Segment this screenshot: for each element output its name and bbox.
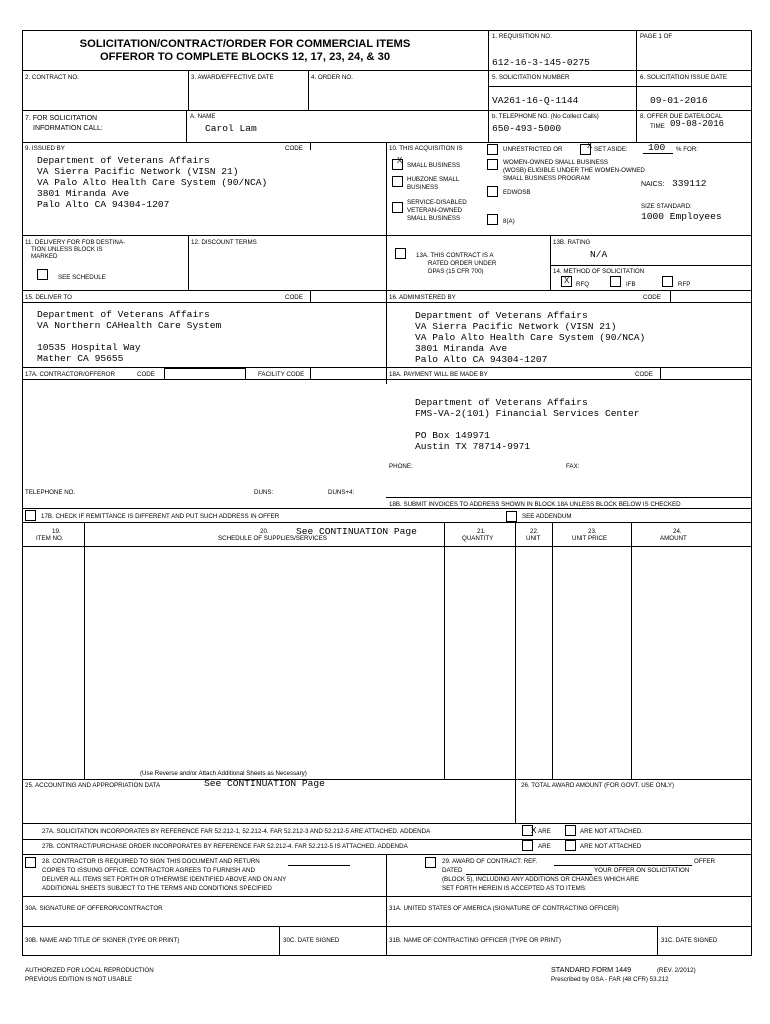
col20-value[interactable]: See CONTINUATION Page [296, 526, 417, 537]
officer-date-label: 31C. DATE SIGNED [661, 937, 718, 944]
date-signed-label: 30C. DATE SIGNED [283, 937, 340, 944]
reverse-note: (Use Reverse and/or Attach Additional Sheets as Necessary) [140, 770, 307, 777]
delivery-label-2: TION UNLESS BLOCK IS [31, 246, 103, 253]
delivery-label-3: MARKED [31, 253, 58, 260]
far-27b-label: 27B. CONTRACT/PURCHASE ORDER INCORPORATES BY REFERENCE FAR 52.212-4. FAR 52.212-5 IS ATTACHED. ADDENDA [42, 843, 408, 850]
payment-fax-label: FAX: [566, 463, 580, 470]
rated-order-label-1: 13A. THIS CONTRACT IS A [416, 252, 494, 259]
size-standard-label: SIZE STANDARD: [641, 203, 692, 210]
block28-line3: DELIVER ALL ITEMS SET FORTH OR OTHERWISE IDENTIFIED ABOVE AND ON ANY [42, 876, 287, 883]
offeror-signature-label: 30A. SIGNATURE OF OFFEROR/CONTRACTOR [25, 905, 163, 912]
administered-by-code-label: CODE [643, 294, 661, 301]
phone-label: b. TELEPHONE NO. (No Collect Calls) [492, 113, 599, 120]
remittance-label: 17B. CHECK IF REMITTANCE IS DIFFERENT AND PUT SUCH ADDRESS IN OFFER [41, 513, 280, 520]
see-addendum-checkbox[interactable] [506, 511, 517, 522]
col23-number: 23. [588, 528, 597, 535]
rfp-checkbox[interactable] [662, 276, 673, 287]
hubzone-checkbox[interactable] [392, 176, 403, 187]
footer-reproduction: AUTHORIZED FOR LOCAL REPRODUCTION [25, 967, 154, 974]
rating-field[interactable]: N/A [590, 249, 608, 260]
block29-dated-field[interactable] [466, 874, 592, 875]
rfp-label: RFP [678, 281, 691, 288]
edwosb-label: EDWOSB [503, 189, 531, 196]
remittance-checkbox[interactable] [25, 510, 36, 521]
block28-line2: COPIES TO ISSUING OFFICE. CONTRACTOR AGREES TO FURNISH AND [42, 867, 255, 874]
offeror-signature-field[interactable] [23, 913, 385, 925]
percent-for-label: % FOR: [676, 146, 699, 153]
set-aside-label: SET ASIDE: [594, 146, 628, 153]
name-field[interactable]: Carol Lam [205, 123, 257, 134]
contractor-code-field[interactable] [164, 368, 246, 380]
sdvosb-label-3: SMALL BUSINESS [407, 215, 461, 222]
contractor-label: 17A. CONTRACTOR/OFFEROR [25, 371, 115, 378]
block29-checkbox[interactable] [425, 857, 436, 868]
form-title-line1: SOLICITATION/CONTRACT/ORDER FOR COMMERCIAL ITEMS [79, 38, 411, 50]
signer-name-label: 30B. NAME AND TITLE OF SIGNER (TYPE OR PRINT) [25, 937, 180, 944]
discount-terms-label: 12. DISCOUNT TERMS [191, 239, 257, 246]
far-27a-are-label: ARE [538, 828, 551, 835]
col22-header: UNIT [526, 535, 541, 542]
percent-field[interactable]: 100 [648, 142, 666, 153]
far-27b-are-label: ARE [538, 843, 551, 850]
rated-order-checkbox[interactable] [395, 248, 406, 259]
administered-by-label: 16. ADMINISTERED BY [389, 294, 456, 301]
solicitation-no-field[interactable]: VA261-16-Q-1144 [492, 95, 579, 106]
far-27a-mark: X [531, 826, 537, 835]
contractor-telephone-label: TELEPHONE NO. [25, 489, 76, 496]
col21-number: 21. [477, 528, 486, 535]
rated-order-label-3: DPAS (15 CFR 700) [428, 268, 484, 275]
accounting-label: 25. ACCOUNTING AND APPROPRIATION DATA [25, 782, 161, 789]
duns-label: DUNS: [254, 489, 274, 496]
naics-field[interactable]: 339112 [672, 178, 707, 189]
duns4-label: DUNS+4: [328, 489, 355, 496]
size-standard-field[interactable]: 1000 Employees [641, 211, 722, 222]
eight-a-checkbox[interactable] [487, 214, 498, 225]
phone-field[interactable]: 650-493-5000 [492, 123, 562, 134]
block29-line3: (BLOCK 5), INCLUDING ANY ADDITIONS OR CHANGES WHICH ARE [442, 876, 639, 883]
form-title-line2: OFFEROR TO COMPLETE BLOCKS 12, 17, 23, 24, & 30 [99, 51, 391, 63]
issued-by-code-label: CODE [285, 145, 303, 152]
eight-a-label: 8(A) [503, 218, 515, 225]
see-schedule-checkbox[interactable] [37, 269, 48, 280]
col20-header: SCHEDULE OF SUPPLIES/SERVICES [218, 535, 327, 542]
see-schedule-label: SEE SCHEDULE [58, 274, 106, 281]
facility-code-field[interactable] [310, 368, 387, 379]
delivery-label-1: 11. DELIVERY FOR FOB DESTINA- [25, 239, 126, 246]
contractor-code-label: CODE [137, 371, 155, 378]
block29-offer-label: OFFER [694, 858, 715, 865]
far-27b-are-checkbox[interactable] [522, 840, 533, 851]
small-business-mark: X [397, 156, 403, 165]
officer-name-label: 31B. NAME OF CONTRACTING OFFICER (TYPE OR PRINT) [389, 937, 561, 944]
issue-date-label: 6. SOLICITATION ISSUE DATE [640, 74, 727, 81]
block29-ref-field[interactable] [554, 865, 692, 866]
page-label: PAGE 1 OF [640, 33, 673, 40]
wosb-label-1: WOMEN-OWNED SMALL BUSINESS [503, 159, 608, 166]
rfq-mark: X [564, 276, 570, 285]
ifb-checkbox[interactable] [610, 276, 621, 287]
wosb-label-3: SMALL BUSINESS PROGRAM [503, 175, 590, 182]
unrestricted-label: UNRESTRICTED OR [503, 146, 563, 153]
for-solicitation-label: 7. FOR SOLICITATION [25, 115, 98, 122]
block29-line2b: YOUR OFFER ON SOLICITATION [594, 867, 690, 874]
award-date-label: 3. AWARD/EFFECTIVE DATE [191, 74, 274, 81]
info-call-label: INFORMATION CALL: [33, 125, 103, 132]
deliver-to-code-label: CODE [285, 294, 303, 301]
col24-number: 24. [673, 528, 682, 535]
wosb-label-2: (WOSB) ELIGIBLE UNDER THE WOMEN-OWNED [503, 167, 645, 174]
invoice-label: 18B. SUBMIT INVOICES TO ADDRESS SHOWN IN BLOCK 18A UNLESS BLOCK BELOW IS CHECKED [389, 501, 681, 508]
unrestricted-checkbox[interactable] [487, 144, 498, 155]
col21-header: QUANTITY [462, 535, 494, 542]
sdvosb-label-1: SERVICE-DISABLED [407, 199, 467, 206]
accounting-field[interactable]: See CONTINUATION Page [204, 778, 325, 789]
total-award-label: 26. TOTAL AWARD AMOUNT (FOR GOVT. USE ONLY) [521, 782, 675, 789]
rated-order-label-2: RATED ORDER UNDER [428, 260, 497, 267]
block29-line4: SET FORTH HEREIN IS ACCEPTED AS TO ITEMS: [442, 885, 587, 892]
set-aside-mark: X [587, 141, 593, 150]
solicitation-no-label: 5. SOLICITATION NUMBER [492, 74, 570, 81]
schedule-body[interactable] [23, 547, 750, 765]
col20-number: 20. [260, 528, 269, 535]
see-addendum-label: SEE ADDENDUM [522, 513, 572, 520]
sdvosb-checkbox[interactable] [392, 202, 403, 213]
form-sf1449: SOLICITATION/CONTRACT/ORDER FOR COMMERCIAL ITEMS OFFEROR TO COMPLETE BLOCKS 12, 17, 23, 24, & 30 1. REQUISITION NO. 612-16-3-145-0275 PAGE 1 OF 2. CONTRACT NO. 3. AWARD/EFFECTIVE DATE 4. ORDER NO. 5. SOLICITATION NUMBER 6. SOLICITATION ISSUE DATE VA261-16-Q-1144 09-01-2016 7. FOR SOLICITATION INFORMATION CALL: A. NAME Carol Lam b. TELEPHONE NO. (No Collect Calls) 650-493-5000 8. OFFER DUE DATE/LOCAL TIME 09-08-2016 9. ISSUED BY CODE Department of Veterans Affairs VA Sierra Pacific Network (VISN 21) VA Palo Alto Health Care System (90/NCA) 3801 Miranda Ave Palo Alto CA 94304-1207 10. THIS ACQUISITION IS UNRESTRICTED OR X SET ASIDE: 100 % FOR: X SMALL BUSINESS WOMEN-OWNED SMALL BUSINESS (WOSB) ELIGIBLE UNDER THE WOMEN-OWNED SMALL BUSINESS PROGRAM HUBZONE SMALL BUSINESS EDWOSB NAICS: 339112 SERVICE-DISABLED VETERAN-OWNED SMALL BUSINESS 8(A) SIZE STANDARD: 1000 Employees 11. DELIVERY FOR FOB DESTINA- TION UNLESS BLOCK IS MARKED SEE SCHEDULE 12. DISCOUNT TERMS 13A. THIS CONTRACT IS A RATED ORDER UNDER DPAS (15 CFR 700) 13B. RATING N/A 14. METHOD OF SOLICITATION X RFQ IFB RFP 15. DELIVER TO CODE Department of Veterans Affairs VA Northern CAHealth Care System 10535 Hospital Way Mather CA 95655 16. ADMINISTERED BY CODE Department of Veterans Affairs VA Sierra Pacific Network (VISN 21) VA Palo Alto Health Care System (90/NCA) 3801 Miranda Ave Palo Alto CA 94304-1207 17A. CONTRACTOR/OFFEROR CODE FACILITY CODE 18A. PAYMENT WILL BE MADE BY CODE Department of Veterans Affairs FMS-VA-2(101) Financial Services Center PO Box 149971 Austin TX 78714-9971 PHONE: FAX: TELEPHONE NO. DUNS: DUNS+4: 18B. SUBMIT INVOICES TO ADDRESS SHOWN IN BLOCK 18A UNLESS BLOCK BELOW IS CHECKED 17B. CHECK IF REMITTANCE IS DIFFERENT AND PUT SUCH ADDRESS IN OFFER SEE ADDENDUM 19. ITEM NO. 20. SCHEDULE OF SUPPLIES/SERVICES See CONTINUATION Page 21. QUANTITY 22. UNIT 23. UNIT PRICE 24. AMOUNT (Use Reverse and/or Attach Additional Sheets as Necessary) 25. ACCOUNTING AND APPROPRIATION DATA See CONTINUATION Page 26. TOTAL AWARD AMOUNT (FOR GOVT. USE ONLY) 27A. SOLICITATION INCORPORATES BY REFERENCE FAR 52.212-1, 52.212-4. FAR 52.212-3 AND 52.212-5 ARE ATTACHED. ADDENDA X ARE ARE NOT ATTACHED. 27B. CONTRACT/PURCHASE ORDER INCORPORATES BY REFERENCE FAR 52.212-4. FAR 52.212-5 IS ATTACHED. ADDENDA ARE ARE NOT ATTACHED 28. CONTRACTOR IS REQUIRED TO SIGN THIS DOCUMENT AND RETURN COPIES TO ISSUING OFFICE. CONTRACTOR AGREES TO FURNISH AND DELIVER ALL ITEMS SET FORTH OR OTHERWISE IDENTIFIED ABOVE AND ON ANY ADDITIONAL SHEETS SUBJECT TO THE TERMS AND CONDITIONS SPECIFIED 29. AWARD OF CONTRACT: REF. OFFER DATED YOUR OFFER ON SOLICITATION (BLOCK 5), INCLUDING ANY ADDITIONS OR CHANGES WHICH ARE SET FORTH HEREIN IS ACCEPTED AS TO ITEMS: 30A. SIGNATURE OF OFFEROR/CONTRACTOR 31A. UNITED STATES OF AMERICA (SIGNATURE OF CONTRACTING OFFICER) 30B. NAME AND TITLE OF SIGNER (TYPE OR PRINT) 30C. DATE SIGNED 31B. NAME OF CONTRACTING OFFICER (TYPE OR PRINT) 31C. DATE SIGNED AUTHORIZED FOR LOCAL REPRODUCTION PREVIOUS EDITION IS NOT USABLE STANDARD FORM 1449 (REV. 2/2012) Prescribed by GSA - FAR (48 CFR) 53.212 [0, 0, 770, 1024]
footer-prescribed: Prescribed by GSA - FAR (48 CFR) 53.212 [551, 976, 669, 983]
rating-label: 13B. RATING [553, 239, 591, 246]
col22-number: 22. [530, 528, 539, 535]
offer-due-field[interactable]: 09-08-2016 [670, 119, 725, 129]
contract-no-label: 2. CONTRACT NO. [25, 74, 79, 81]
far-27b-are-not-label: ARE NOT ATTACHED [580, 843, 642, 850]
time-label: TIME [650, 123, 665, 130]
small-business-label: SMALL BUSINESS [407, 162, 461, 169]
col23-header: UNIT PRICE [572, 535, 607, 542]
ifb-label: IFB [626, 281, 636, 288]
col19-header: ITEM NO. [36, 535, 64, 542]
issued-by-label: 9. ISSUED BY [25, 145, 65, 152]
footer-revision: (REV. 2/2012) [657, 967, 696, 974]
facility-code-label: FACILITY CODE [258, 371, 305, 378]
naics-label: NAICS: [641, 181, 665, 188]
requisition-field[interactable]: 612-16-3-145-0275 [492, 57, 590, 68]
payment-label: 18A. PAYMENT WILL BE MADE BY [389, 371, 488, 378]
far-27a-are-not-checkbox[interactable] [565, 825, 576, 836]
payment-phone-label: PHONE: [389, 463, 413, 470]
block28-line4: ADDITIONAL SHEETS SUBJECT TO THE TERMS AND CONDITIONS SPECIFIED [42, 885, 272, 892]
rfq-label: RFQ [576, 281, 590, 288]
acquisition-label: 10. THIS ACQUISITION IS [389, 145, 463, 152]
hubzone-label-2: BUSINESS [407, 184, 439, 191]
block28-checkbox[interactable] [25, 857, 36, 868]
deliver-to-label: 15. DELIVER TO [25, 294, 72, 301]
payment-code-label: CODE [635, 371, 653, 378]
usa-signature-label: 31A. UNITED STATES OF AMERICA (SIGNATURE OF CONTRACTING OFFICER) [389, 905, 619, 912]
footer-form-name: STANDARD FORM 1449 [551, 965, 632, 974]
col19-number: 19. [52, 528, 61, 535]
block28-line1: 28. CONTRACTOR IS REQUIRED TO SIGN THIS DOCUMENT AND RETURN [42, 858, 260, 865]
issue-date-field[interactable]: 09-01-2016 [650, 95, 708, 106]
hubzone-label-1: HUBZONE SMALL [407, 176, 460, 183]
far-27b-are-not-checkbox[interactable] [565, 840, 576, 851]
block29-dated-label: DATED [442, 867, 463, 874]
far-27a-label: 27A. SOLICITATION INCORPORATES BY REFERENCE FAR 52.212-1, 52.212-4. FAR 52.212-3 AND 52.212-5 ARE ATTACHED. ADDENDA [42, 828, 431, 835]
edwosb-checkbox[interactable] [487, 186, 498, 197]
block29-line1: 29. AWARD OF CONTRACT: REF. [442, 858, 538, 865]
name-label: A. NAME [190, 113, 216, 120]
col24-header: AMOUNT [660, 535, 687, 542]
method-label: 14. METHOD OF SOLICITATION [553, 268, 645, 275]
offer-due-label: 8. OFFER DUE DATE/LOCAL [640, 113, 723, 120]
wosb-checkbox[interactable] [487, 159, 498, 170]
usa-signature-field[interactable] [388, 913, 750, 925]
footer-previous-edition: PREVIOUS EDITION IS NOT USABLE [25, 976, 133, 983]
sdvosb-label-2: VETERAN-OWNED [407, 207, 463, 214]
order-no-label: 4. ORDER NO. [311, 74, 353, 81]
far-27a-are-not-label: ARE NOT ATTACHED. [580, 828, 643, 835]
requisition-label: 1. REQUISITION NO. [492, 33, 552, 40]
